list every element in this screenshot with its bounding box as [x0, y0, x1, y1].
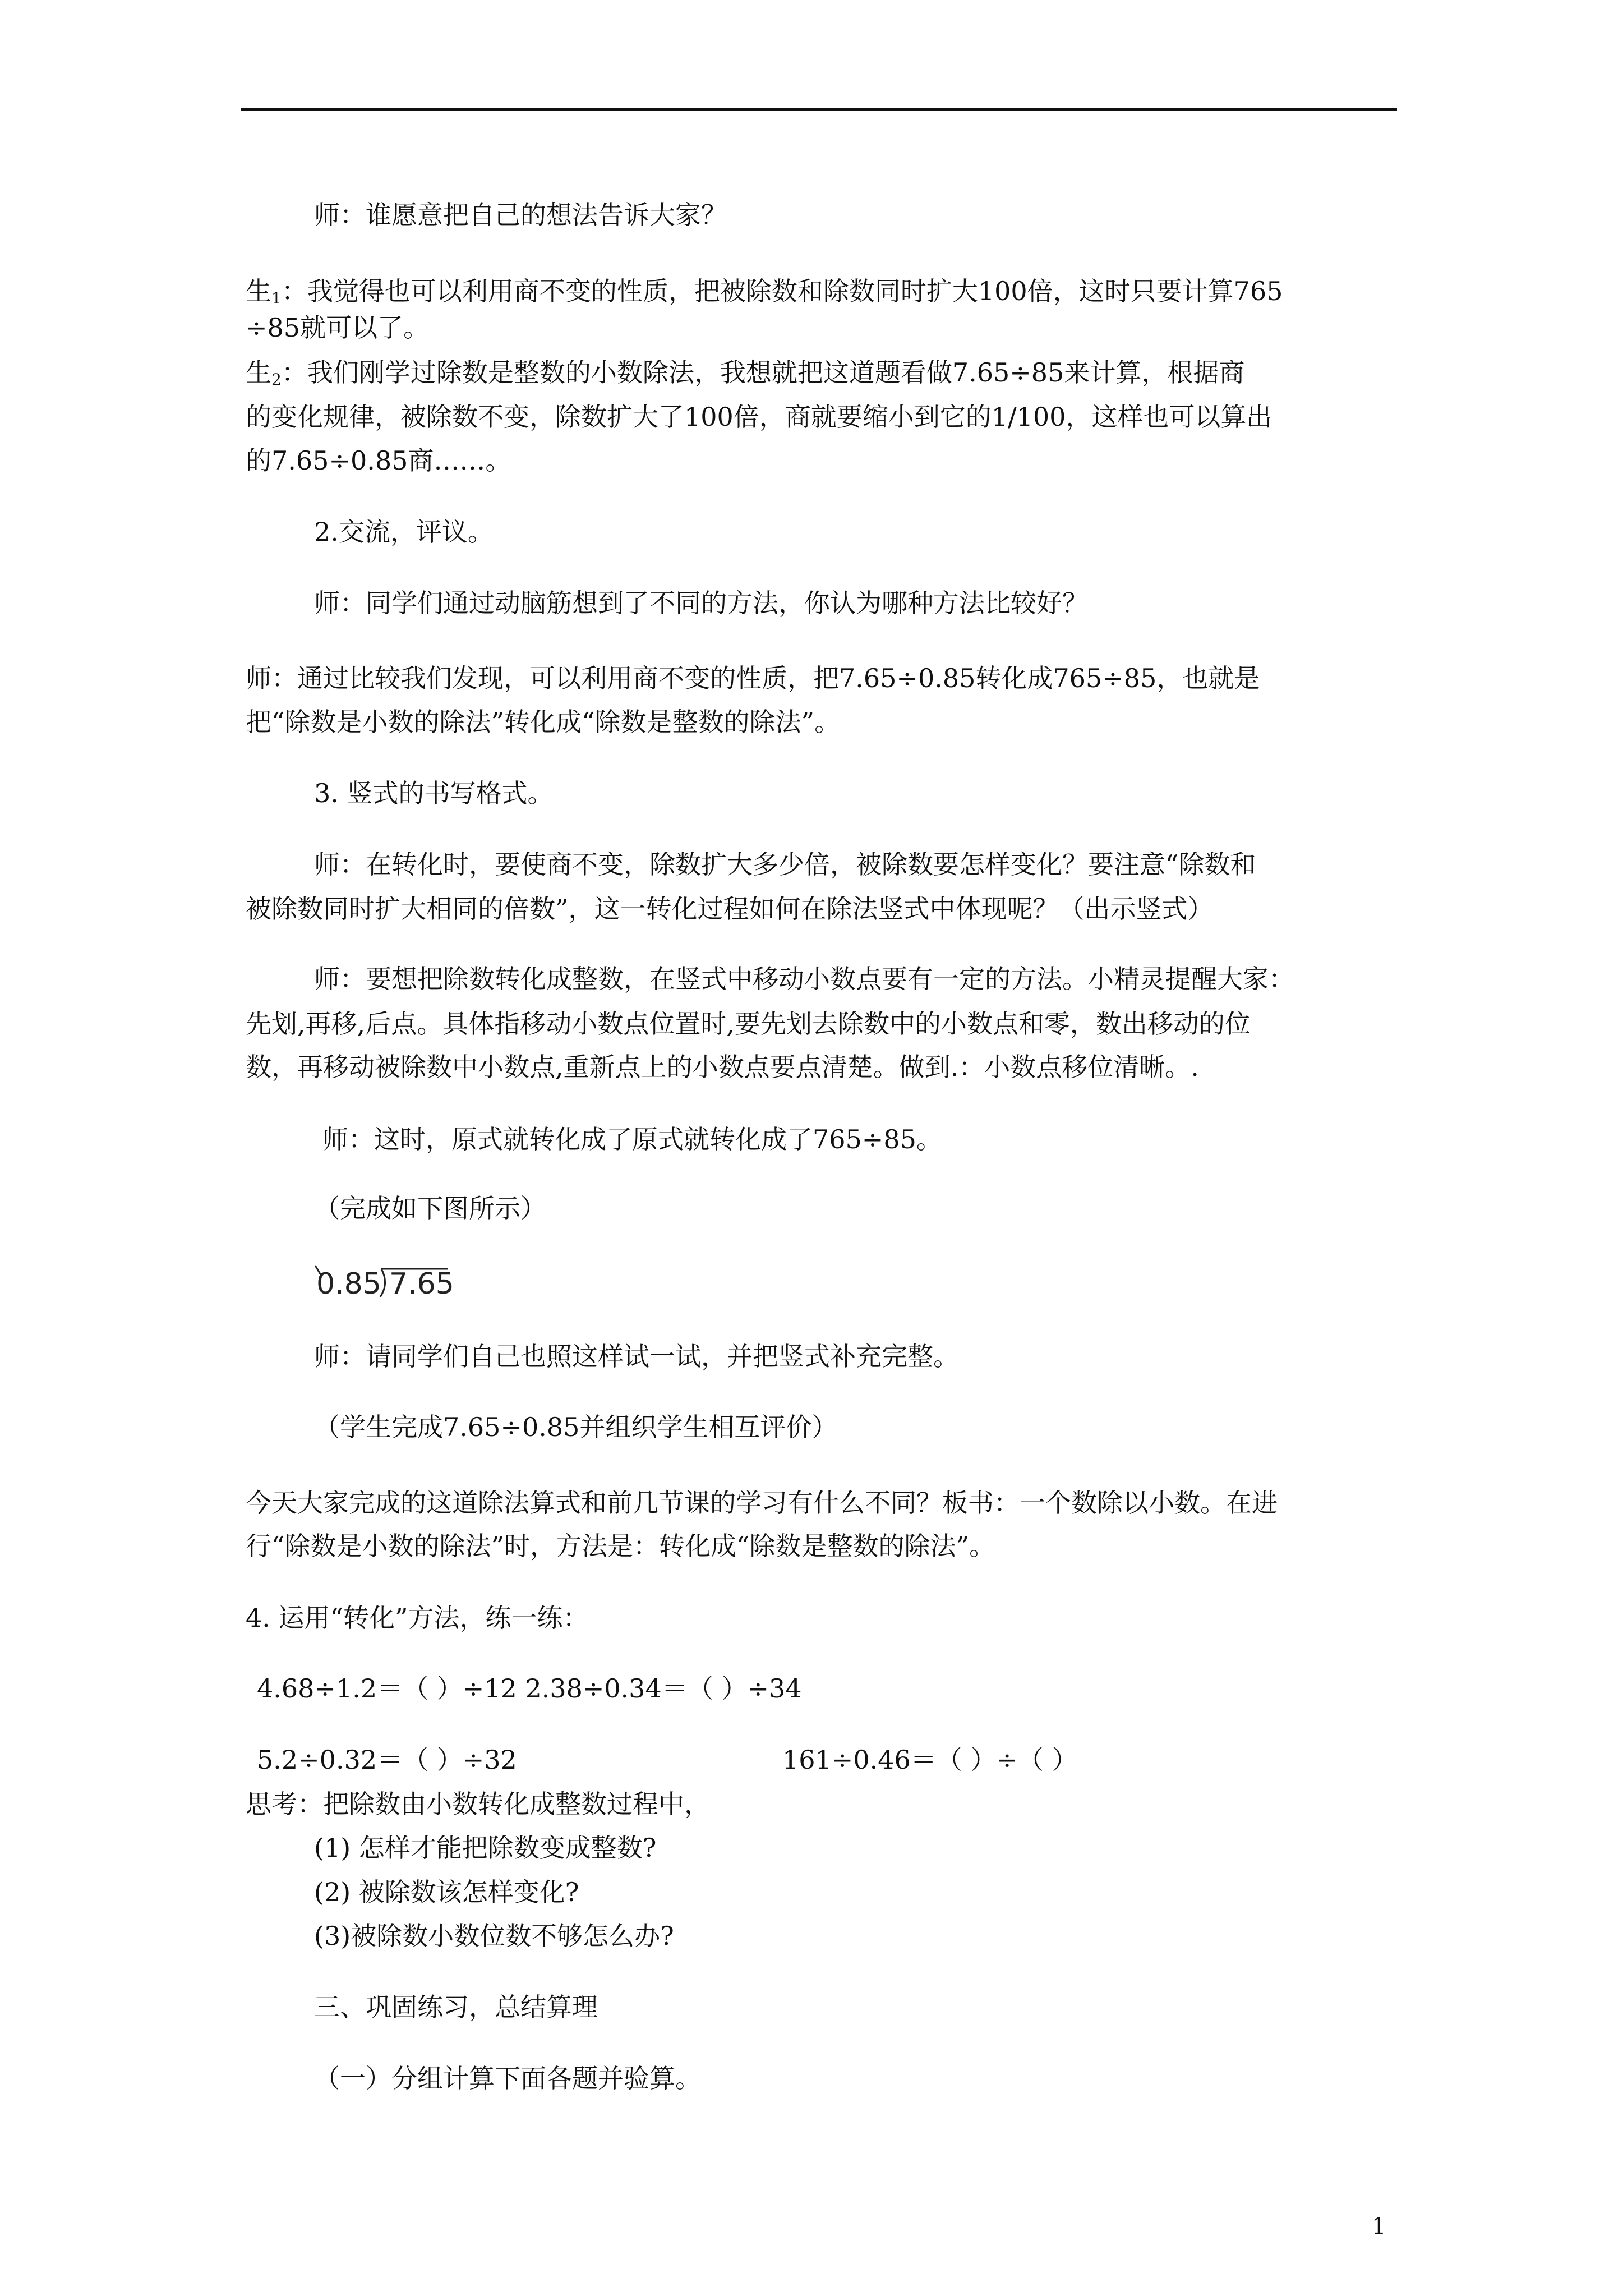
paragraph-line: 师：通过比较我们发现，可以利用商不变的性质，把7.65÷0.85转化成765÷85，也就是 — [246, 663, 1260, 693]
long-division-figure — [314, 1262, 465, 1301]
section-heading: 三、巩固练习，总结算理 — [314, 1992, 598, 2022]
paragraph-text: ：我觉得也可以利用商不变的性质，把被除数和除数同时扩大100倍，这时只要计算765 — [281, 276, 1283, 306]
paragraph-line: 先划,再移,后点。具体指移动小数点位置时,要先划去除数中的小数点和零，数出移动的位 — [246, 1009, 1251, 1039]
paragraph-line: 3. 竖式的书写格式。 — [314, 778, 554, 808]
paragraph-line: 师：同学们通过动脑筋想到了不同的方法，你认为哪种方法比较好？ — [314, 588, 1088, 618]
page-number: 1 — [1372, 2214, 1386, 2239]
paragraph-line: 思考：把除数由小数转化成整数过程中， — [246, 1789, 710, 1819]
paragraph-line: 把“除数是小数的除法”转化成“除数是整数的除法”。 — [246, 707, 841, 737]
paragraph-line: （完成如下图所示） — [314, 1193, 546, 1223]
subsection-heading: （一）分组计算下面各题并验算。 — [314, 2063, 701, 2093]
speaker-label: 生 — [246, 276, 271, 306]
paragraph-line: 数，再移动被除数中小数点,重新点上的小数点要点清楚。做到.：小数点移位清晰。. — [246, 1052, 1199, 1082]
question-line: (3)被除数小数位数不够怎么办? — [314, 1921, 674, 1951]
paragraph-line: 的变化规律，被除数不变，除数扩大了100倍，商就要缩小到它的1/100，这样也可以算出 — [246, 402, 1272, 432]
paragraph-line — [246, 278, 1283, 306]
dividend-text: 7.65 — [389, 1267, 454, 1301]
paragraph-line: 师：要想把除数转化成整数，在竖式中移动小数点要有一定的方法。小精灵提醒大家： — [314, 964, 1294, 994]
speaker-subscript: 2 — [271, 370, 282, 389]
speaker-label: 生 — [246, 357, 271, 388]
paragraph-text: ：我们刚学过除数是整数的小数除法，我想就把这道题看做7.65÷85来计算，根据商 — [281, 357, 1245, 388]
paragraph-line: （学生完成7.65÷0.85并组织学生相互评价） — [314, 1412, 838, 1442]
divisor-text: 0.85 — [316, 1267, 381, 1301]
paragraph-line: 师：在转化时，要使商不变，除数扩大多少倍，被除数要怎样变化？要注意“除数和 — [314, 849, 1256, 880]
paragraph-line: 今天大家完成的这道除法算式和前几节课的学习有什么不同？板书：一个数除以小数。在进 — [246, 1488, 1278, 1518]
paragraph-line: 师：这时，原式就转化成了原式就转化成了765÷85。 — [322, 1124, 942, 1154]
paragraph-line: 师：谁愿意把自己的想法告诉大家？ — [314, 200, 727, 230]
question-line: (2) 被除数该怎样变化? — [314, 1877, 579, 1907]
paragraph-line — [246, 357, 1245, 389]
paragraph-line: 师：请同学们自己也照这样试一试，并把竖式补充完整。 — [314, 1341, 959, 1372]
paragraph-line: 2.交流，评议。 — [314, 517, 494, 547]
paragraph-line: 被除数同时扩大相同的倍数”，这一转化过程如何在除法竖式中体现呢？（出示竖式） — [246, 894, 1214, 924]
header-rule — [241, 108, 1397, 111]
paragraph-line: 行“除数是小数的除法”时，方法是：转化成“除数是整数的除法”。 — [246, 1531, 995, 1561]
exercise-line: 5.2÷0.32＝（ ）÷32 — [257, 1745, 517, 1775]
exercise-line: 161÷0.46＝（ ）÷（ ） — [782, 1745, 1078, 1775]
paragraph-line: 的7.65÷0.85商……。 — [246, 445, 511, 476]
paragraph-line: 4. 运用“转化”方法，练一练： — [246, 1603, 589, 1633]
speaker-subscript: 1 — [271, 289, 282, 307]
paragraph-line: ÷85就可以了。 — [246, 312, 430, 343]
question-line: (1) 怎样才能把除数变成整数? — [314, 1833, 657, 1863]
exercise-line: 4.68÷1.2＝（ ）÷12 2.38÷0.34＝（ ）÷34 — [257, 1673, 802, 1704]
